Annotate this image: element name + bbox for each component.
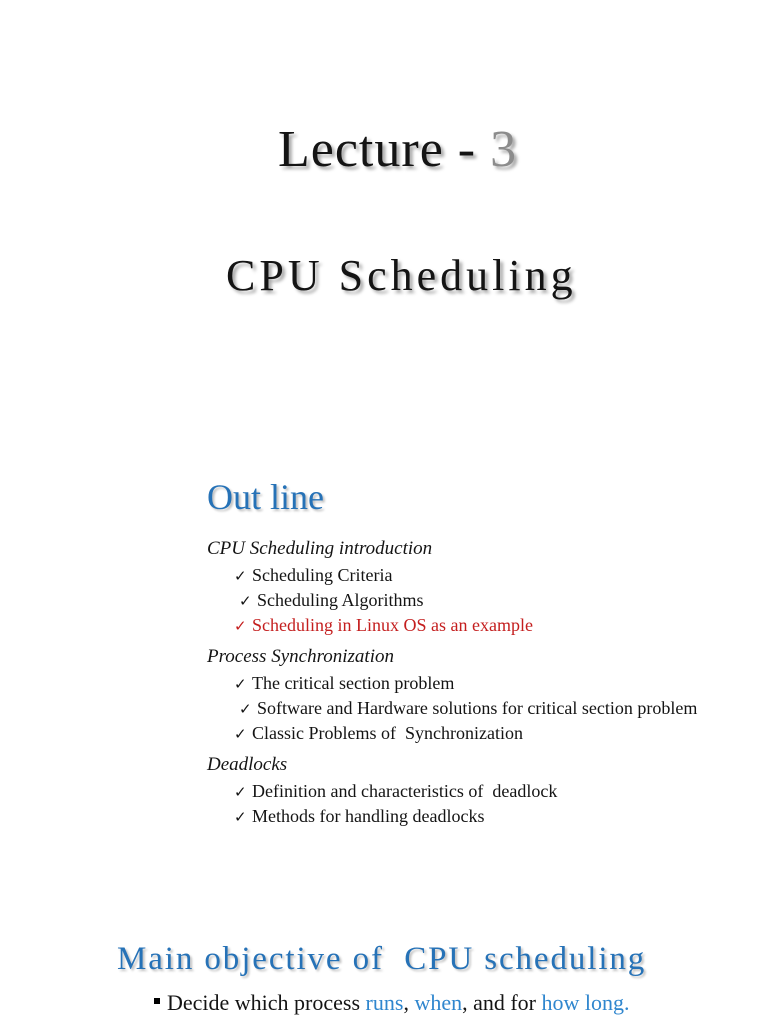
emphasized-keyword: when [414, 990, 463, 1015]
outline-item [207, 563, 697, 588]
outline-item [207, 588, 697, 613]
check-icon [239, 697, 257, 722]
item-text: Classic Problems of Synchronization [252, 723, 523, 743]
item-text: Scheduling in Linux OS as an example [252, 615, 533, 635]
outline-section [207, 643, 697, 746]
bullet-text: , [403, 990, 415, 1015]
outline-list [207, 535, 697, 829]
lecture-title [278, 120, 517, 180]
emphasized-keyword: how long. [541, 990, 630, 1015]
bullet-text: Decide which process [167, 990, 366, 1015]
outline-item [207, 721, 697, 746]
objective-heading: Main objective of CPU scheduling [117, 941, 647, 977]
section-title: CPU Scheduling introduction [207, 538, 433, 559]
outline-item [207, 779, 697, 804]
outline-heading: Out line [207, 477, 324, 517]
item-text: Software and Hardware solutions for critical section problem [257, 698, 698, 718]
outline-item [207, 671, 697, 696]
outline-item [207, 804, 697, 829]
outline-item [207, 696, 697, 721]
section-title: Process Synchronization [207, 646, 394, 667]
bullet-text: , and for [462, 990, 542, 1015]
objective-bullet [154, 989, 630, 1017]
check-icon [234, 805, 252, 830]
item-text: The critical section problem [252, 673, 455, 693]
outline-section [207, 535, 697, 638]
item-text: Scheduling Algorithms [257, 590, 424, 610]
section-title: Deadlocks [207, 754, 288, 775]
outline-section [207, 751, 697, 829]
item-text: Definition and characteristics of deadlock [252, 781, 558, 801]
check-icon [234, 780, 252, 805]
check-icon [234, 722, 252, 747]
item-text: Scheduling Criteria [252, 565, 393, 585]
check-icon [234, 564, 252, 589]
lecture-number: 3 [490, 121, 518, 178]
check-icon [234, 672, 252, 697]
outline-item [207, 613, 697, 638]
slide-subtitle: CPU Scheduling [226, 251, 577, 300]
square-bullet-icon [154, 998, 160, 1004]
emphasized-keyword: runs [365, 990, 404, 1015]
check-icon [234, 614, 252, 639]
check-icon [239, 589, 257, 614]
item-text: Methods for handling deadlocks [252, 806, 485, 826]
lecture-label: Lecture - [278, 121, 477, 178]
